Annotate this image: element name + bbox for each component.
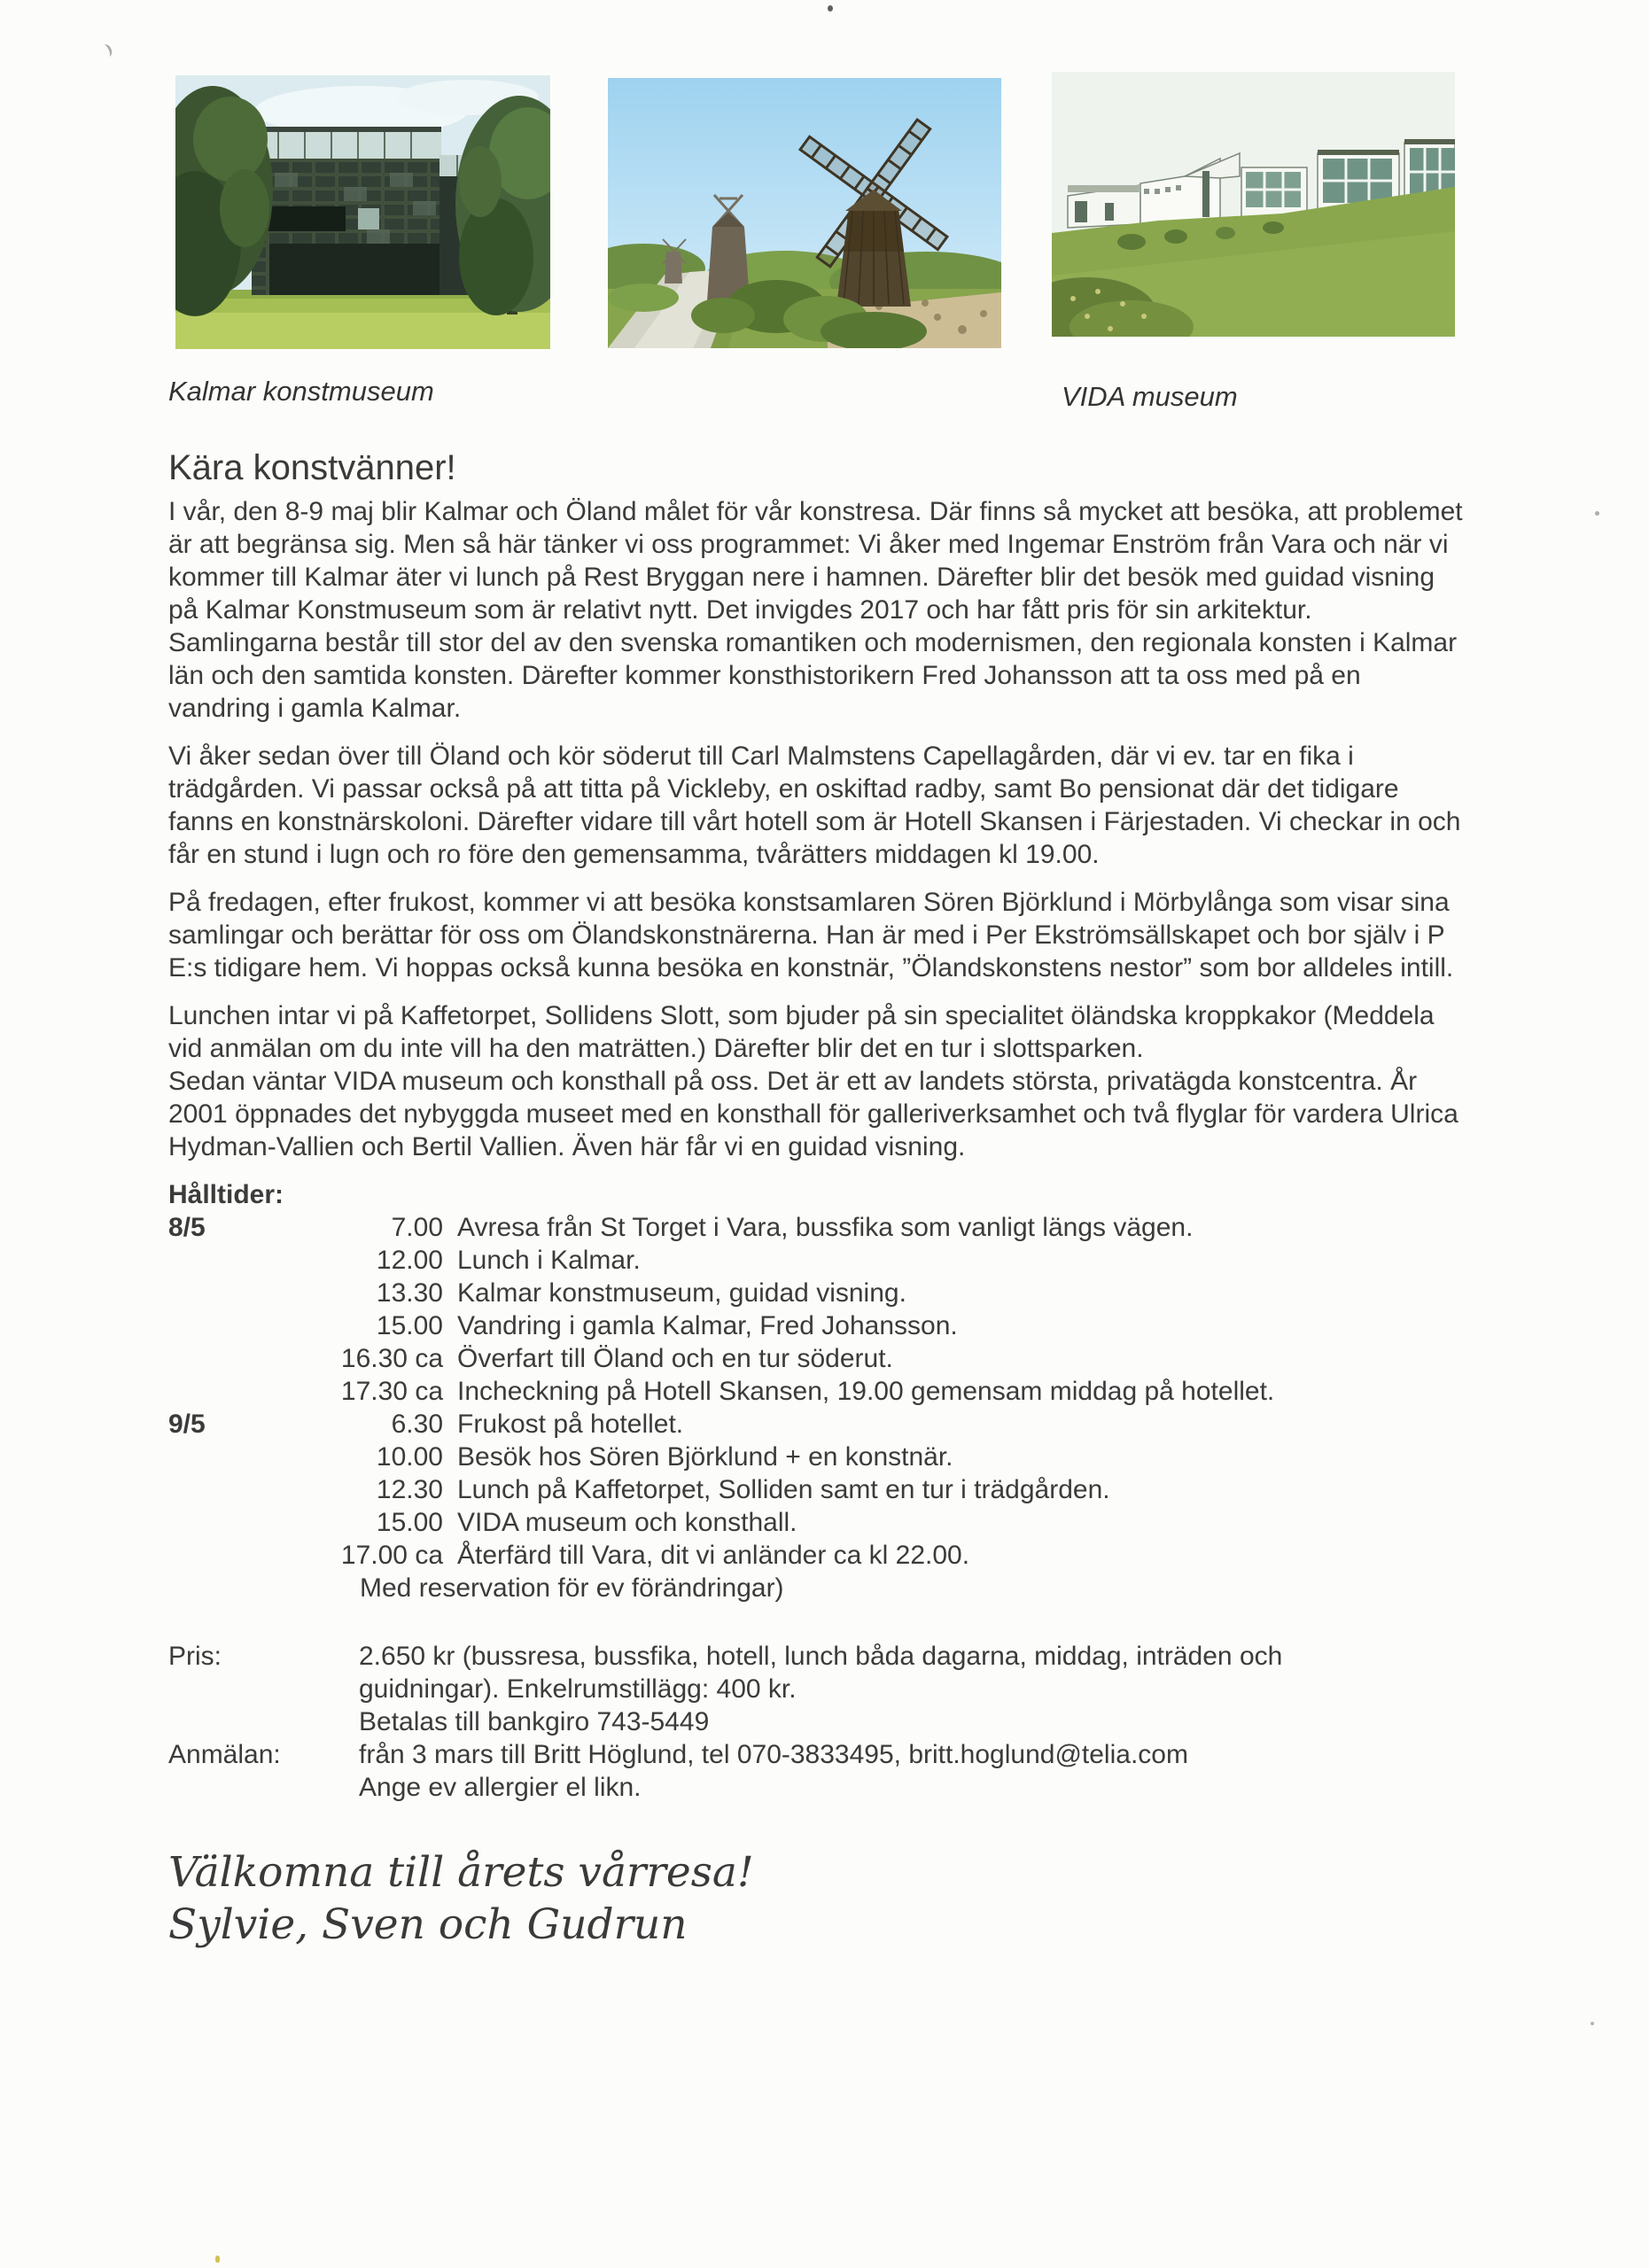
- schedule-time: 17.00 ca: [340, 1541, 443, 1570]
- schedule-row: [310, 1342, 1464, 1375]
- vida-museum-photo: [1052, 72, 1455, 337]
- schedule-row: [310, 1244, 1464, 1277]
- letter-heading: Kära konstvänner!: [168, 448, 456, 487]
- paragraph-oland-day: Vi åker sedan över till Öland och kör söderut till Carl Malmstens Capellagården, där vi ev. tar en fika i trädgården. Vi passar också på att titta på Vickleby, en oskiftad radby, samt Bo pensionat där det tidigare fanns en konstnärskoloni. Därefter vidare till vårt hotell som är Hotell Skansen i Färjestaden. Vi checkar in och får en stund i lugn och ro före den gemensamma, tvårätters middagen kl 19.00.: [168, 742, 1461, 869]
- schedule-time: 15.00: [376, 1508, 443, 1537]
- signup-line-2: Ange ev allergier el likn.: [359, 1773, 642, 1802]
- scan-speck: [1595, 511, 1599, 516]
- price-line-2: guidningar). Enkelrumstillägg: 400 kr.: [359, 1674, 797, 1704]
- photo-caption-kalmar: Kalmar konstmuseum: [168, 376, 434, 407]
- schedule-text: VIDA museum och konsthall.: [457, 1508, 797, 1537]
- schedule-text: Lunch på Kaffetorpet, Solliden samt en tur i trädgården.: [457, 1475, 1110, 1504]
- windmills-illustration: [608, 78, 1001, 348]
- paragraph-vida: Sedan väntar VIDA museum och konsthall på oss. Det är ett av landets största, privatägda konstcentra. År 2001 öppnades det nybyggda museet med en konsthall för galleriverksamhet och två flyglar för vardera Ulrica Hydman-Vallien och Bertil Vallien. Även här får vi en guidad visning.: [168, 1067, 1458, 1161]
- schedule-day-label: 8/5: [168, 1213, 206, 1242]
- schedule-row: [310, 1539, 1464, 1572]
- schedule-row: [310, 1375, 1464, 1408]
- windmills-photo: [608, 78, 1001, 348]
- schedule-note: Med reservation för ev förändringar): [360, 1573, 784, 1603]
- signup-row: [168, 1738, 1464, 1804]
- schedule-time: 7.00: [391, 1213, 443, 1242]
- schedule-text: Överfart till Öland och en tur söderut.: [457, 1344, 893, 1373]
- schedule-day-9-5: [168, 1408, 1464, 1604]
- kalmar-konstmuseum-photo: [175, 75, 550, 349]
- schedule-row: [310, 1309, 1464, 1342]
- signature-names: Sylvie, Sven och Gudrun: [168, 1900, 688, 1949]
- scan-speck: [828, 5, 833, 12]
- paragraph-lunch: Lunchen intar vi på Kaffetorpet, Sollidens Slott, som bjuder på sin specialitet öländska kroppkakor (Meddela vid anmälan om du inte vill ha den maträtten.) Därefter blir det en tur i slottsparken.: [168, 1001, 1435, 1063]
- schedule-text: Vandring i gamla Kalmar, Fred Johansson.: [457, 1311, 958, 1340]
- price-line-1: 2.650 kr (bussresa, bussfika, hotell, lunch båda dagarna, middag, inträden och: [359, 1642, 1283, 1671]
- schedule-row: [310, 1408, 1464, 1441]
- signature-greeting: Välkomna till årets vårresa!: [168, 1848, 754, 1897]
- letter-body: [168, 447, 1464, 1951]
- schedule-time: 13.30: [376, 1278, 443, 1308]
- schedule-time: 10.00: [376, 1442, 443, 1472]
- schedule-text: Besök hos Sören Björklund + en konstnär.: [457, 1442, 953, 1472]
- signature-block: [168, 1846, 1464, 1951]
- schedule-time: 12.00: [376, 1246, 443, 1275]
- price-line-3: Betalas till bankgiro 743-5449: [359, 1707, 710, 1736]
- schedule-time: 17.30 ca: [340, 1377, 443, 1406]
- schedule-text: Avresa från St Torget i Vara, bussfika som vanligt längs vägen.: [457, 1213, 1194, 1242]
- schedule-time: 16.30 ca: [340, 1344, 443, 1373]
- schedule-text: Incheckning på Hotell Skansen, 19.00 gemensam middag på hotellet.: [457, 1377, 1275, 1406]
- schedule-note-row: [310, 1572, 1464, 1604]
- schedule-row: [310, 1506, 1464, 1539]
- schedule-row: [310, 1441, 1464, 1473]
- paragraph-intro: I vår, den 8-9 maj blir Kalmar och Öland målet för vår konstresa. Där finns så mycket att besöka, att problemet är att begränsa sig. Men så här tänker vi oss programmet: Vi åker med Ingemar Enström från Vara och när vi kommer till Kalmar äter vi lunch på Rest Bryggan nere i hamnen. Därefter blir det besök med guidad visning på Kalmar Konstmuseum som är relativt nytt. Det invigdes 2017 och har fått pris för sin arkitektur. Samlingarna består till stor del av den svenska romantiken och modernismen, den regionala konsten i Kalmar län och den samtida konsten. Därefter kommer konsthistorikern Fred Johansson att ta oss med på en vandring i gamla Kalmar.: [168, 497, 1463, 723]
- schedule-text: Återfärd till Vara, dit vi anländer ca kl 22.00.: [457, 1541, 970, 1570]
- photo-caption-vida: VIDA museum: [1062, 381, 1238, 412]
- price-row: [168, 1640, 1464, 1738]
- schedule-title: Hålltider:: [168, 1180, 284, 1209]
- schedule-day-label: 9/5: [168, 1410, 206, 1439]
- paragraph-friday: På fredagen, efter frukost, kommer vi att besöka konstsamlaren Sören Björklund i Mörbylånga som visar sina samlingar och berättar för oss om Ölandskonstnärerna. Han är med i Per Ekströmsällskapet och bor själv i P E:s tidigare hem. Vi hoppas också kunna besöka en konstnär, ”Ölandskonstens nestor” som bor alldeles intill.: [168, 888, 1454, 983]
- schedule-row: [310, 1277, 1464, 1309]
- info-section: [168, 1640, 1464, 1804]
- schedule-time: 12.30: [376, 1475, 443, 1504]
- signup-line-1: från 3 mars till Britt Höglund, tel 070-3833495, britt.hoglund@telia.com: [359, 1740, 1188, 1769]
- kalmar-konstmuseum-illustration: [175, 75, 550, 349]
- price-label: Pris:: [168, 1642, 222, 1671]
- scan-mark: [98, 43, 113, 59]
- scan-speck: [215, 2256, 220, 2263]
- schedule-text: Lunch i Kalmar.: [457, 1246, 641, 1275]
- schedule-time: 6.30: [391, 1410, 443, 1439]
- schedule-row: [310, 1211, 1464, 1244]
- schedule-day-8-5: [168, 1211, 1464, 1408]
- schedule-time: 15.00: [376, 1311, 443, 1340]
- scan-speck: [1591, 2022, 1594, 2025]
- schedule-text: Kalmar konstmuseum, guidad visning.: [457, 1278, 906, 1308]
- signup-label: Anmälan:: [168, 1740, 281, 1769]
- vida-museum-illustration: [1052, 72, 1455, 337]
- schedule-row: [310, 1473, 1464, 1506]
- schedule-text: Frukost på hotellet.: [457, 1410, 684, 1439]
